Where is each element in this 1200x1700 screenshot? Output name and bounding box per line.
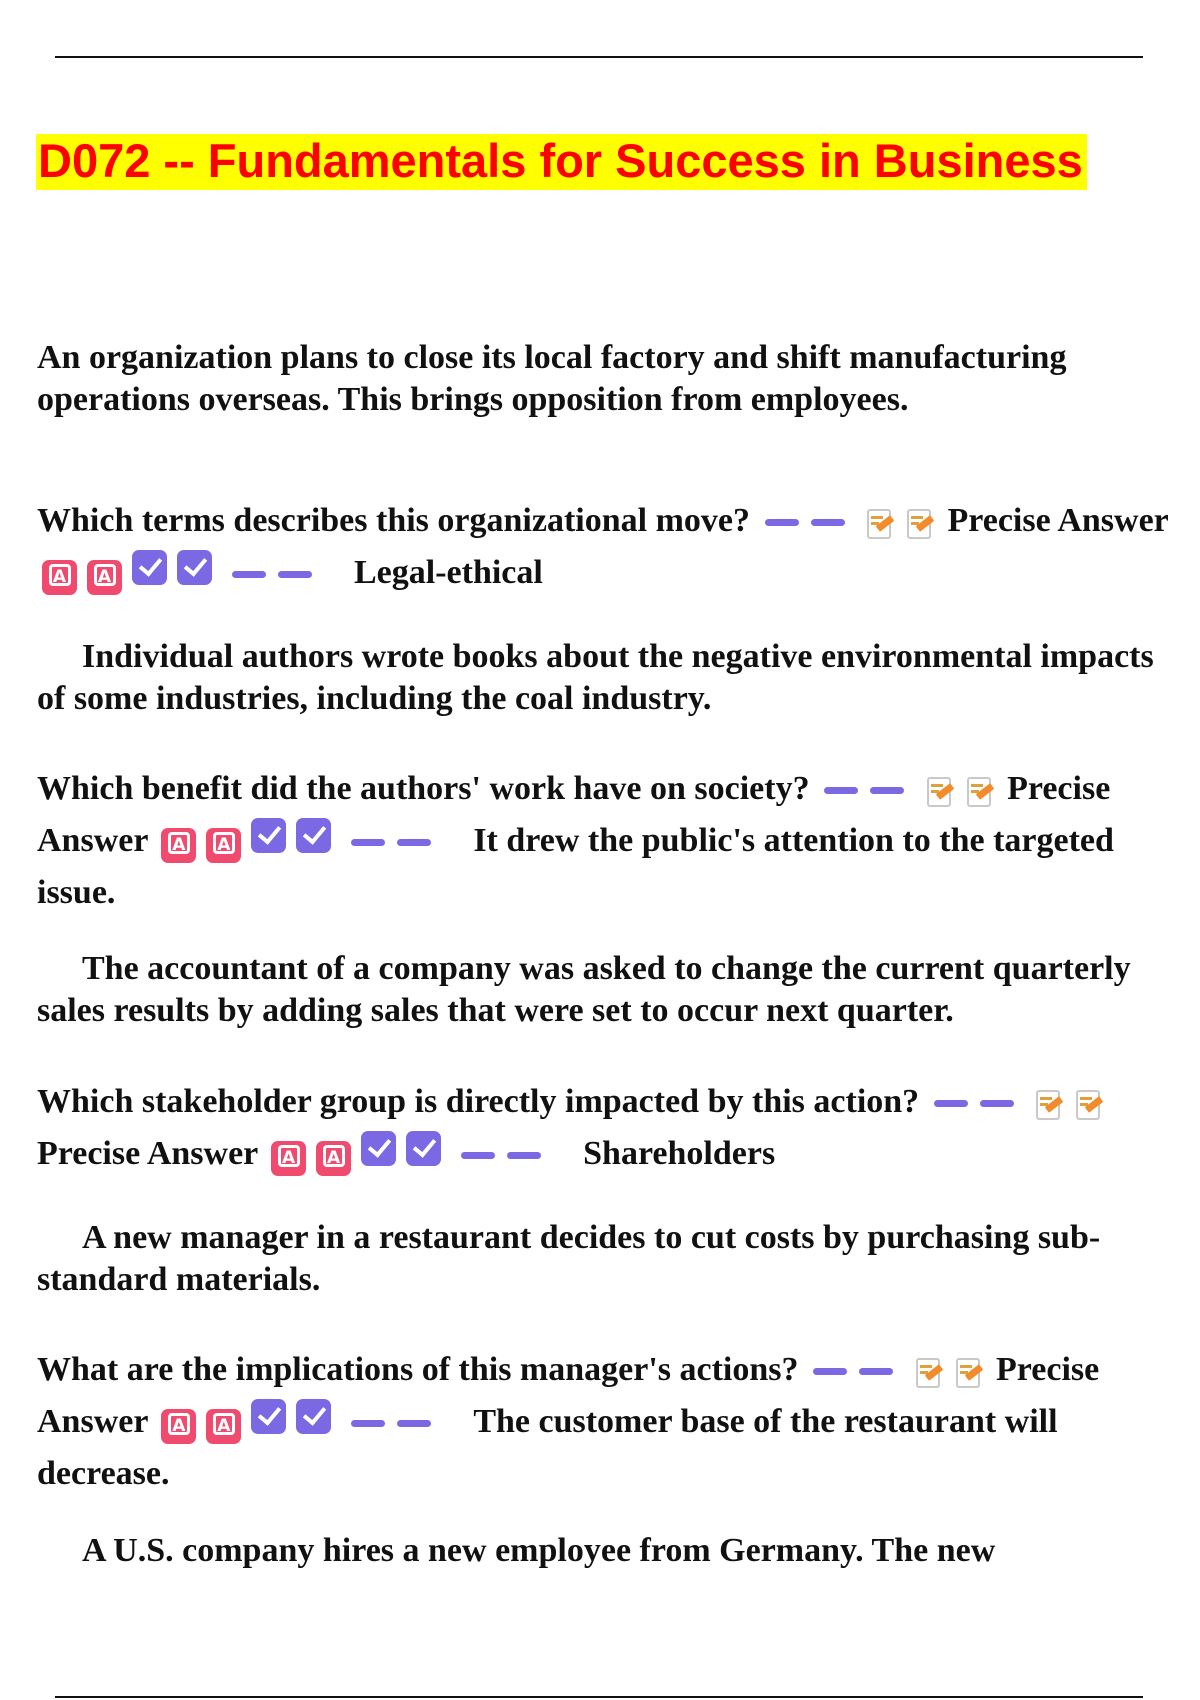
check-box-icon [296, 818, 331, 853]
letter-a-icon: A [87, 560, 122, 595]
memo-pencil-icon [965, 775, 993, 809]
statement-1: An organization plans to close its local factory and shift manufacturing operations overseas. This brings opposition from employees. [37, 339, 1067, 418]
answer-text: The customer base of the restaurant will decrease. [37, 1403, 1058, 1492]
answer-text: Legal-ethical [354, 554, 543, 591]
check-box-icon [406, 1131, 441, 1166]
dash-icon [351, 1420, 385, 1427]
question-text: Which benefit did the authors' work have on society? [37, 770, 810, 807]
answer-label: Precise Answer [37, 1135, 258, 1172]
check-box-icon [361, 1131, 396, 1166]
letter-a-icon: A [271, 1141, 306, 1176]
dash-icon [980, 1100, 1014, 1107]
answer-icons [37, 550, 318, 601]
separator-icons [759, 501, 940, 549]
question-text: Which stakeholder group is directly impacted by this action? [37, 1083, 920, 1120]
dash-icon [507, 1152, 541, 1159]
document-title: D072 -- Fundamentals for Success in Business [36, 134, 1087, 190]
memo-pencil-icon [914, 1356, 942, 1390]
letter-a-icon: A [206, 828, 241, 863]
check-box-icon [251, 1399, 286, 1434]
dash-icon [765, 519, 799, 526]
check-box-icon [132, 550, 167, 585]
dash-icon [397, 1420, 431, 1427]
question-text: What are the implications of this manager's actions? [37, 1351, 799, 1388]
answer-icons [156, 818, 437, 869]
answer-icons [266, 1131, 547, 1182]
dash-icon [859, 1368, 893, 1375]
dash-icon [934, 1100, 968, 1107]
statement-5: A U.S. company hires a new employee from Germany. The new [82, 1532, 996, 1569]
check-box-icon [296, 1399, 331, 1434]
top-rule [55, 56, 1143, 58]
statement-2: Individual authors wrote books about the negative environmental impacts of some industries, including the coal industry. [37, 638, 1154, 717]
question-3 [37, 1078, 1187, 1182]
statement-3: The accountant of a company was asked to change the current quarterly sales results by adding sales that were set to occur next quarter. [37, 950, 1131, 1029]
separator-icons [807, 1350, 988, 1398]
answer-label: Precise Answer [37, 1351, 1100, 1440]
memo-pencil-icon [905, 507, 933, 541]
dash-icon [278, 571, 312, 578]
question-text: Which terms describes this organizational move? [37, 502, 750, 539]
letter-a-icon: A [161, 828, 196, 863]
letter-a-icon: A [316, 1141, 351, 1176]
question-2 [37, 765, 1187, 917]
memo-pencil-icon [865, 507, 893, 541]
answer-label: Precise Answer [947, 502, 1169, 539]
letter-a-icon: A [206, 1409, 241, 1444]
question-4 [37, 1346, 1187, 1498]
answer-icons [156, 1399, 437, 1450]
letter-a-icon: A [42, 560, 77, 595]
dash-icon [397, 839, 431, 846]
check-box-icon [177, 550, 212, 585]
dash-icon [813, 1368, 847, 1375]
dash-icon [232, 571, 266, 578]
statement-4: A new manager in a restaurant decides to cut costs by purchasing sub-standard materials. [37, 1219, 1101, 1298]
answer-text: Shareholders [583, 1135, 776, 1172]
dash-icon [824, 787, 858, 794]
dash-icon [811, 519, 845, 526]
dash-icon [461, 1152, 495, 1159]
answer-text: It drew the public's attention to the targeted issue. [37, 822, 1114, 911]
dash-icon [351, 839, 385, 846]
memo-pencil-icon [1074, 1088, 1102, 1122]
question-1 [37, 497, 1187, 601]
separator-icons [818, 769, 999, 817]
letter-a-icon: A [161, 1409, 196, 1444]
bottom-rule [55, 1696, 1143, 1698]
memo-pencil-icon [1034, 1088, 1062, 1122]
separator-icons [928, 1082, 1109, 1130]
memo-pencil-icon [925, 775, 953, 809]
check-box-icon [251, 818, 286, 853]
memo-pencil-icon [954, 1356, 982, 1390]
answer-label: Precise Answer [37, 770, 1111, 859]
dash-icon [870, 787, 904, 794]
